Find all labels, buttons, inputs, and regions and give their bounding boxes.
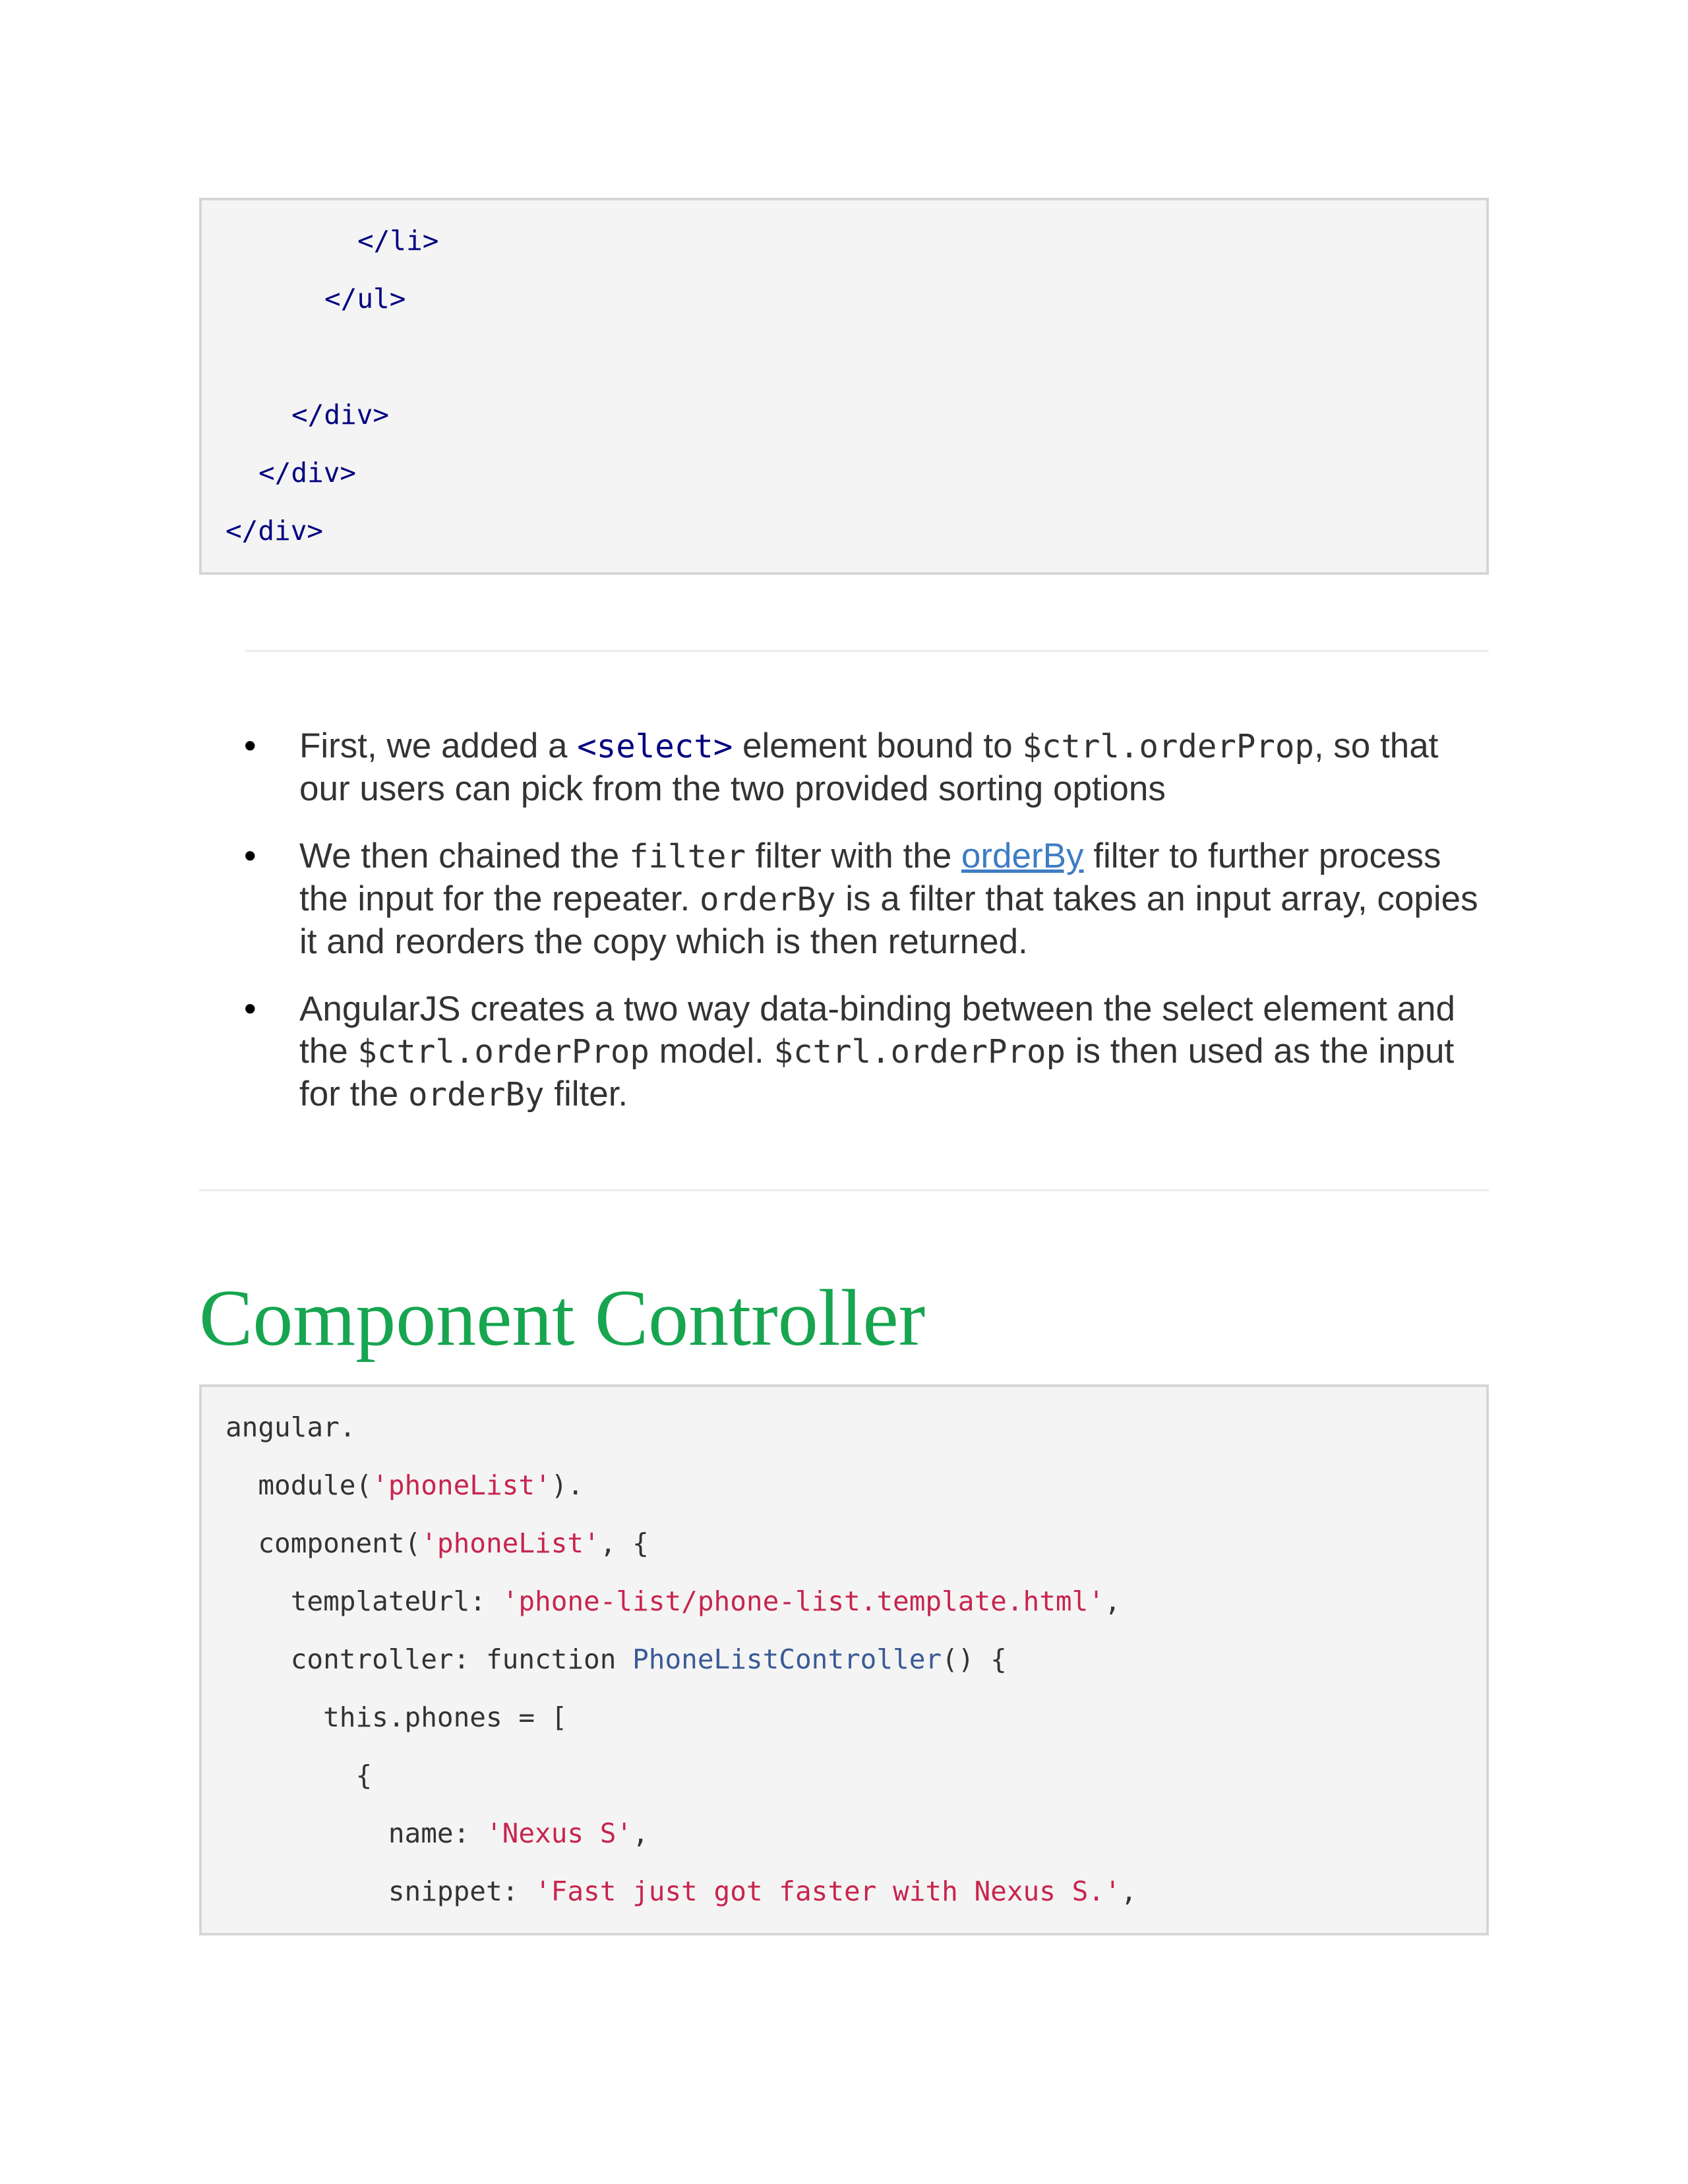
code-text: module( [226,1469,373,1501]
code-text: templateUrl: [226,1585,502,1617]
code-text: </div> [291,399,390,430]
code-text: this.phones = [ [226,1701,568,1733]
inline-code: orderBy [699,881,836,918]
text: filter with the [745,837,961,875]
code-text: component( [226,1527,421,1559]
inline-code: filter [628,838,746,875]
text: model. [649,1032,774,1071]
code-line [226,1469,584,1502]
code-line [226,1411,355,1444]
text: filter. [544,1075,628,1113]
text: AngularJS creates a two way data-binding between the select element and the [299,989,1456,1071]
bullet-dot: • [244,837,256,875]
code-line [226,1643,1007,1676]
code-text: angular. [226,1411,356,1443]
inline-code: $ctrl.orderProp [357,1033,649,1071]
code-line [258,456,356,489]
code-text: </div> [226,515,324,546]
explanation-list [244,725,1497,1141]
code-line [226,1817,649,1850]
code-text: , { [599,1527,649,1559]
code-text: ). [551,1469,584,1501]
code-block-js [199,1384,1489,1935]
code-line [226,1759,372,1792]
code-function-name: PhoneListController [632,1643,942,1675]
divider [199,1189,1489,1191]
divider [245,650,1489,652]
code-text: { [226,1759,373,1791]
code-line [226,1875,1137,1908]
code-text: name: [226,1817,486,1849]
code-line [226,1585,1121,1618]
list-item [244,725,1497,810]
code-string: 'phone-list/phone-list.template.html' [502,1585,1104,1617]
code-string: 'phoneList' [421,1527,600,1559]
text: We then chained the [299,837,629,875]
code-line [357,224,438,257]
text: is a filter that takes an input array, copies it and reorders the copy which is then returned. [299,879,1478,961]
code-text: , [632,1817,649,1849]
text: element bound to [733,726,1023,765]
list-item [244,988,1497,1116]
code-string: 'Nexus S' [485,1817,633,1849]
code-line [226,514,323,547]
code-text: snippet: [226,1875,535,1907]
list-item [244,835,1497,963]
code-text: controller: function [226,1643,633,1675]
inline-code: <select> [577,728,733,765]
code-text: </ul> [324,283,406,314]
code-text: () { [942,1643,1007,1675]
text: is then used as the input for the [299,1032,1455,1113]
code-text: , [1120,1875,1137,1907]
bullet-dot: • [244,989,256,1028]
code-line [324,282,406,315]
text: First, we added a [299,726,578,765]
code-string: 'phoneList' [372,1469,551,1501]
code-block-html [199,198,1489,575]
code-line [226,1701,567,1734]
inline-code: $ctrl.orderProp [773,1033,1066,1071]
code-text: , [1104,1585,1121,1617]
code-string: 'Fast just got faster with Nexus S.' [535,1875,1121,1907]
bullet-dot: • [244,726,256,765]
code-text: </li> [357,225,439,256]
section-heading: Component Controller [199,1274,926,1363]
code-line [291,398,389,431]
inline-code: $ctrl.orderProp [1022,728,1314,765]
inline-code: orderBy [407,1076,545,1113]
text: , so that our users can pick from the two provided sorting options [299,726,1439,808]
text: filter to further process the input for the repeater. [299,837,1441,918]
orderby-link[interactable]: orderBy [961,837,1084,875]
code-text: </div> [258,457,357,488]
code-line [226,1527,649,1560]
